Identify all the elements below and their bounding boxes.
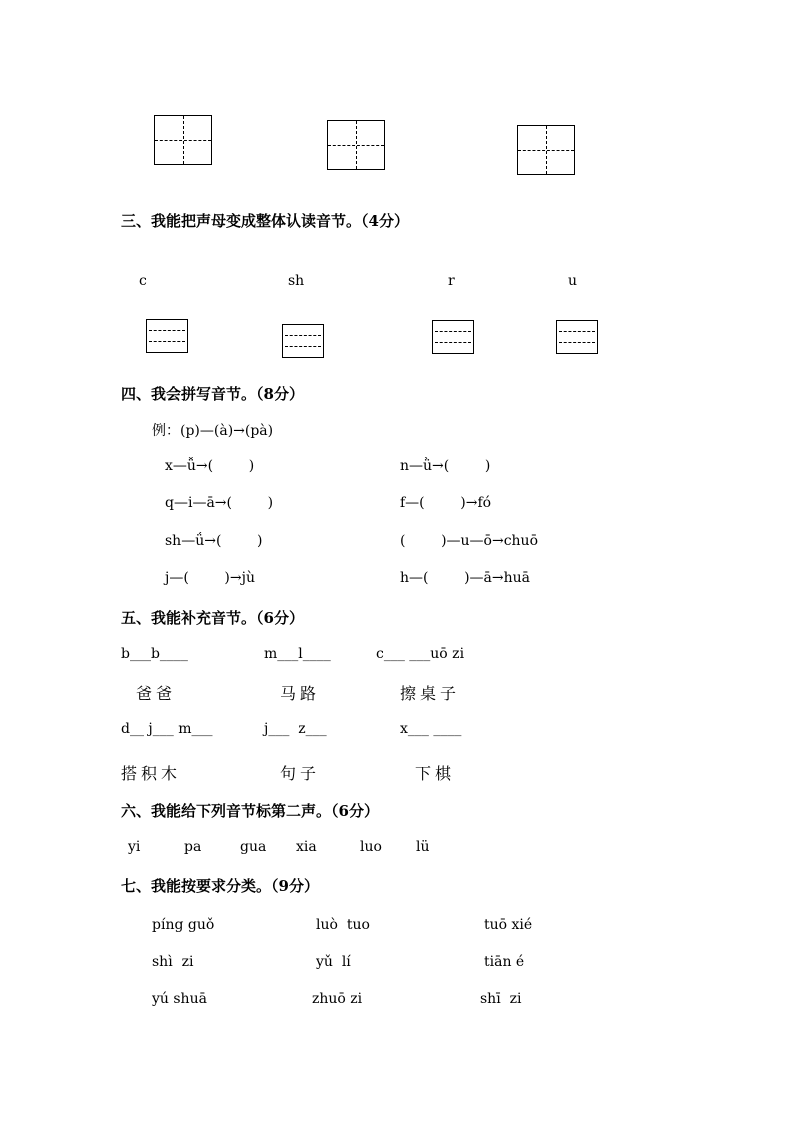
classify-col3-1: tuō xié [484,917,533,933]
letter-sh: sh [288,273,305,289]
tone-item-gua[interactable]: gua [240,839,267,855]
classify-col2-2: yǔ lí [316,954,351,970]
word-juzi: 句子 [280,764,321,783]
section6-title: 六、我能给下列音节标第二声。（6分） [121,802,379,820]
pinyin-box-4[interactable] [556,320,598,354]
spell-item-left-2[interactable]: q—i—ā→( ) [165,495,274,511]
classify-col1-2: shì zi [152,954,194,970]
classify-col2-3: zhuō zi [312,991,363,1007]
word-dajimu: 搭积木 [121,764,182,783]
tian-grid-box-1[interactable] [154,115,212,165]
classify-col3-2: tiān é [484,954,525,970]
classify-col1-3: yú shuā [152,991,207,1007]
spell-item-right-4[interactable]: h—( )—ā→huā [400,570,530,586]
fill-syllable-4[interactable]: d__ j___ m___ [121,721,213,737]
pinyin-box-3[interactable] [432,320,474,354]
classify-col3-3: shī zi [480,991,522,1007]
classify-col1-1: píng guǒ [152,917,215,933]
section4-title: 四、我会拼写音节。（8分） [121,385,304,403]
tone-item-pa[interactable]: pa [184,839,202,855]
tone-item-xia[interactable]: xia [296,839,317,855]
pinyin-box-2[interactable] [282,324,324,358]
tian-grid-box-2[interactable] [327,120,385,170]
tone-item-yi[interactable]: yi [128,839,141,855]
tone-item-luo[interactable]: luo [360,839,382,855]
section7-title: 七、我能按要求分类。（9分） [121,877,319,895]
letter-r: r [448,273,455,289]
letter-c: c [139,273,147,289]
letter-u: u [568,273,578,289]
section4-example: 例：(p)—(à)→(pà) [152,423,274,439]
spell-item-left-1[interactable]: x—ǚ→( ) [165,458,255,474]
spell-item-left-4[interactable]: j—( )→jù [165,570,255,586]
word-malu: 马路 [280,684,321,703]
classify-col2-1: luò tuo [316,917,370,933]
fill-syllable-1[interactable]: b___b____ [121,646,188,662]
word-xiaqi: 下棋 [415,764,456,783]
tone-item-lu[interactable]: lü [416,839,430,855]
pinyin-box-1[interactable] [146,319,188,353]
fill-syllable-2[interactable]: m___l____ [264,646,331,662]
spell-item-right-2[interactable]: f—( )→fó [400,495,492,511]
fill-syllable-5[interactable]: j___ z___ [264,721,327,737]
spell-item-left-3[interactable]: sh—ǘ→( ) [165,533,263,549]
tian-grid-box-3[interactable] [517,125,575,175]
word-baba: 爸爸 [136,684,177,703]
fill-syllable-3[interactable]: c___ ___uō zi [376,646,465,662]
fill-syllable-6[interactable]: x___ ____ [400,721,462,737]
word-cazhuozi: 擦桌子 [400,684,461,703]
section5-title: 五、我能补充音节。（6分） [121,609,304,627]
section3-title: 三、我能把声母变成整体认读音节。（4分） [121,212,409,230]
spell-item-right-1[interactable]: n—ǜ→( ) [400,458,491,474]
spell-item-right-3[interactable]: ( )—u—ō→chuō [400,533,539,549]
